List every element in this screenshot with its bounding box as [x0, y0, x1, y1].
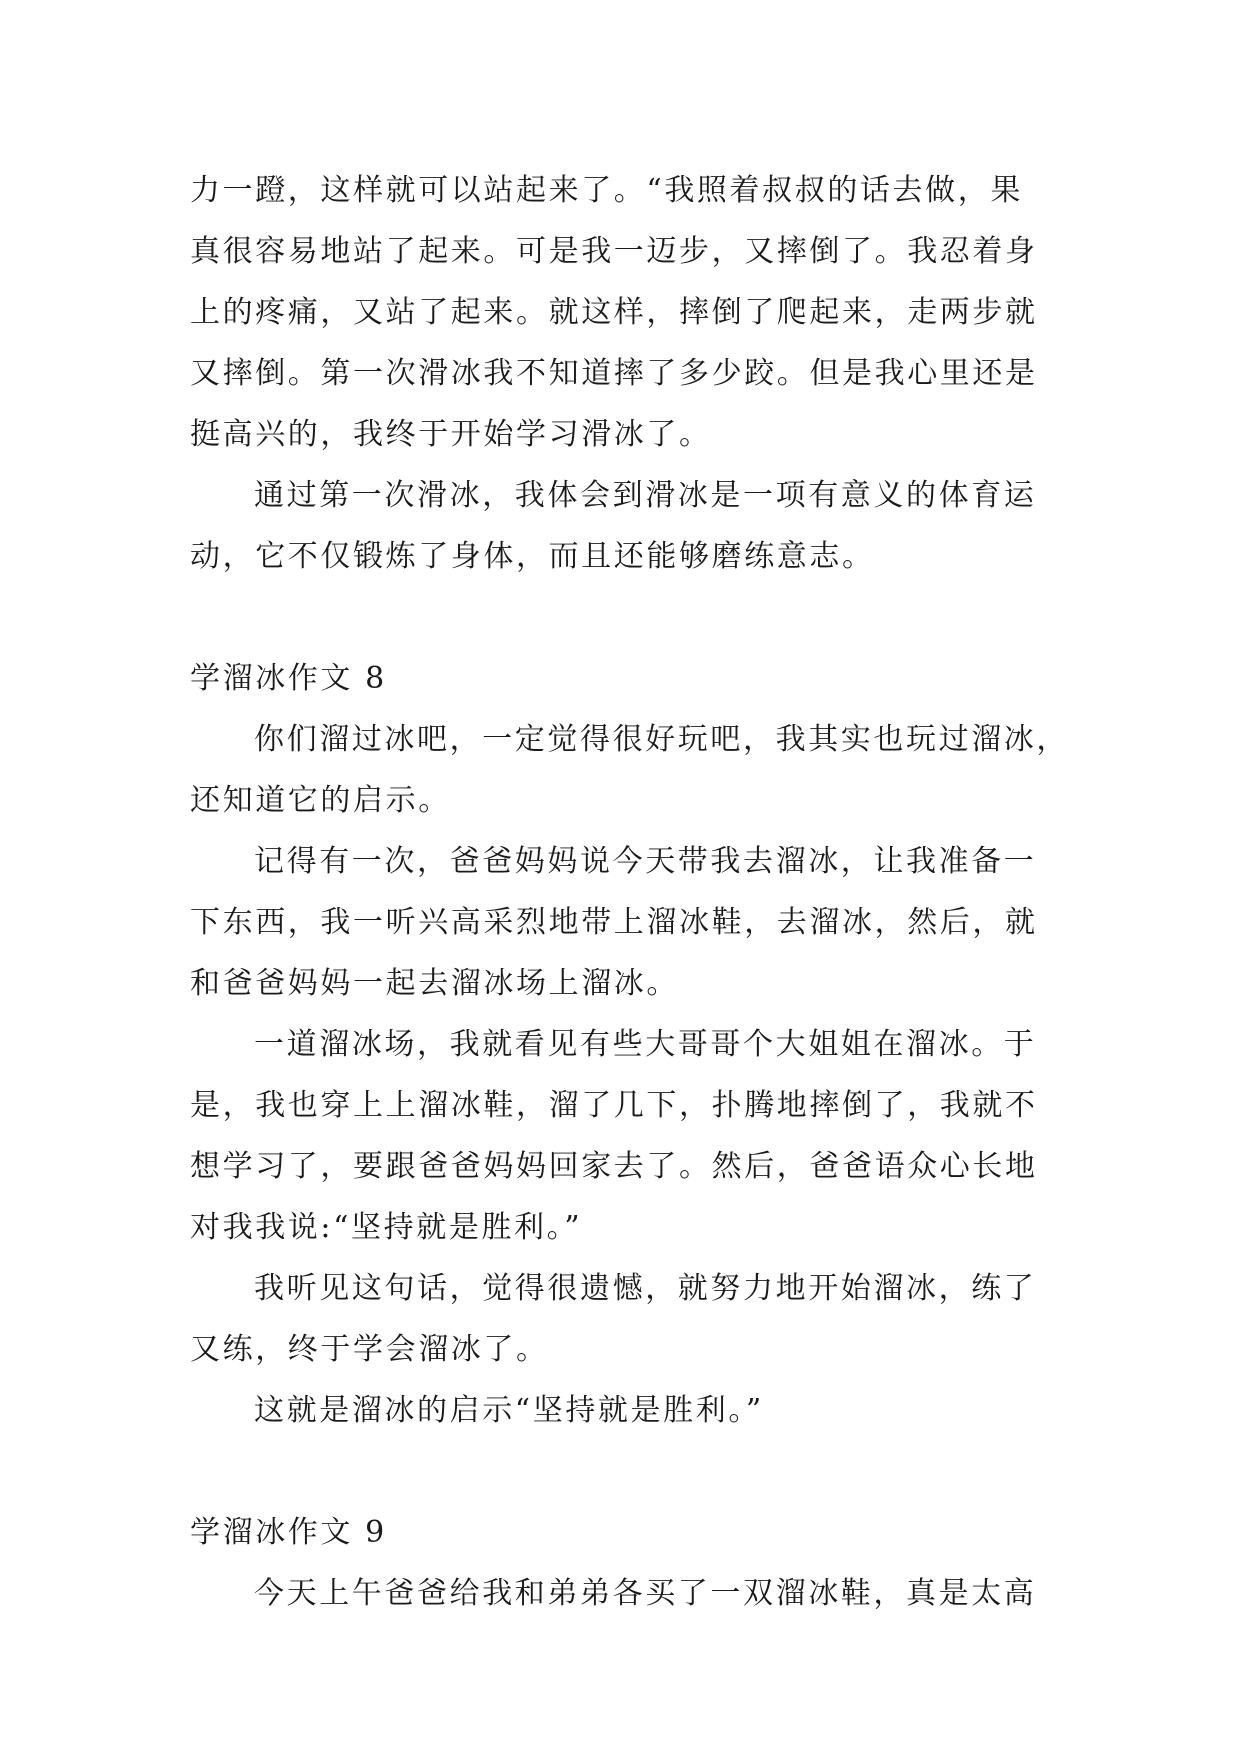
paragraph — [190, 831, 1060, 1014]
paragraph — [190, 160, 1060, 465]
paragraph — [190, 709, 1069, 831]
paragraph — [190, 1258, 1060, 1380]
paragraph — [190, 1380, 1060, 1441]
text-line: 记得有一次，爸爸妈妈说今天带我去溜冰，让我准备一 — [254, 844, 1037, 879]
text-line: 通过第一次滑冰，我体会到滑冰是一项有意义的体育运 — [254, 478, 1037, 513]
paragraph — [190, 1014, 1060, 1258]
text-line: 下东西，我一听兴高采烈地带上溜冰鞋，去溜冰，然后，就 — [190, 905, 1038, 940]
text-line: 一道溜冰场，我就看见有些大哥哥个大姐姐在溜冰。于 — [254, 1027, 1037, 1062]
text-line: 和爸爸妈妈一起去溜冰场上溜冰。 — [190, 966, 679, 1001]
essay-9-section — [190, 1502, 1060, 1624]
text-line: 又摔倒。第一次滑冰我不知道摔了多少跤。但是我心里还是 — [190, 356, 1038, 391]
text-line: 真很容易地站了起来。可是我一迈步，又摔倒了。我忍着身 — [190, 234, 1038, 269]
essay-title: 学溜冰作文 8 — [190, 661, 387, 696]
text-line: 动，它不仅锻炼了身体，而且还能够磨练意志。 — [190, 539, 875, 574]
document-page — [190, 160, 1069, 1624]
text-line: 这就是溜冰的启示“坚持就是胜利。” — [254, 1393, 764, 1428]
text-line: 你们溜过冰吧，一定觉得很好玩吧，我其实也玩过溜冰， — [254, 722, 1069, 757]
text-line: 对我我说:“坚持就是胜利。” — [190, 1210, 583, 1245]
text-line: 上的疼痛，又站了起来。就这样，摔倒了爬起来，走两步就 — [190, 295, 1038, 330]
text-line: 又练，终于学会溜冰了。 — [190, 1332, 549, 1367]
text-line: 我听见这句话，觉得很遗憾，就努力地开始溜冰，练了 — [254, 1271, 1037, 1306]
essay-title: 学溜冰作文 9 — [190, 1515, 387, 1550]
text-line: 挺高兴的，我终于开始学习滑冰了。 — [190, 417, 712, 452]
paragraph — [190, 465, 1060, 587]
text-line: 力一蹬，这样就可以站起来了。“我照着叔叔的话去做，果 — [190, 173, 1023, 208]
text-line: 想学习了，要跟爸爸妈妈回家去了。然后，爸爸语众心长地 — [190, 1149, 1038, 1184]
paragraph — [190, 1563, 1060, 1624]
text-line: 还知道它的启示。 — [190, 783, 451, 818]
text-line: 今天上午爸爸给我和弟弟各买了一双溜冰鞋，真是太高 — [254, 1576, 1037, 1611]
essay-8-section — [190, 648, 1069, 1441]
text-line: 是，我也穿上上溜冰鞋，溜了几下，扑腾地摔倒了，我就不 — [190, 1088, 1038, 1123]
